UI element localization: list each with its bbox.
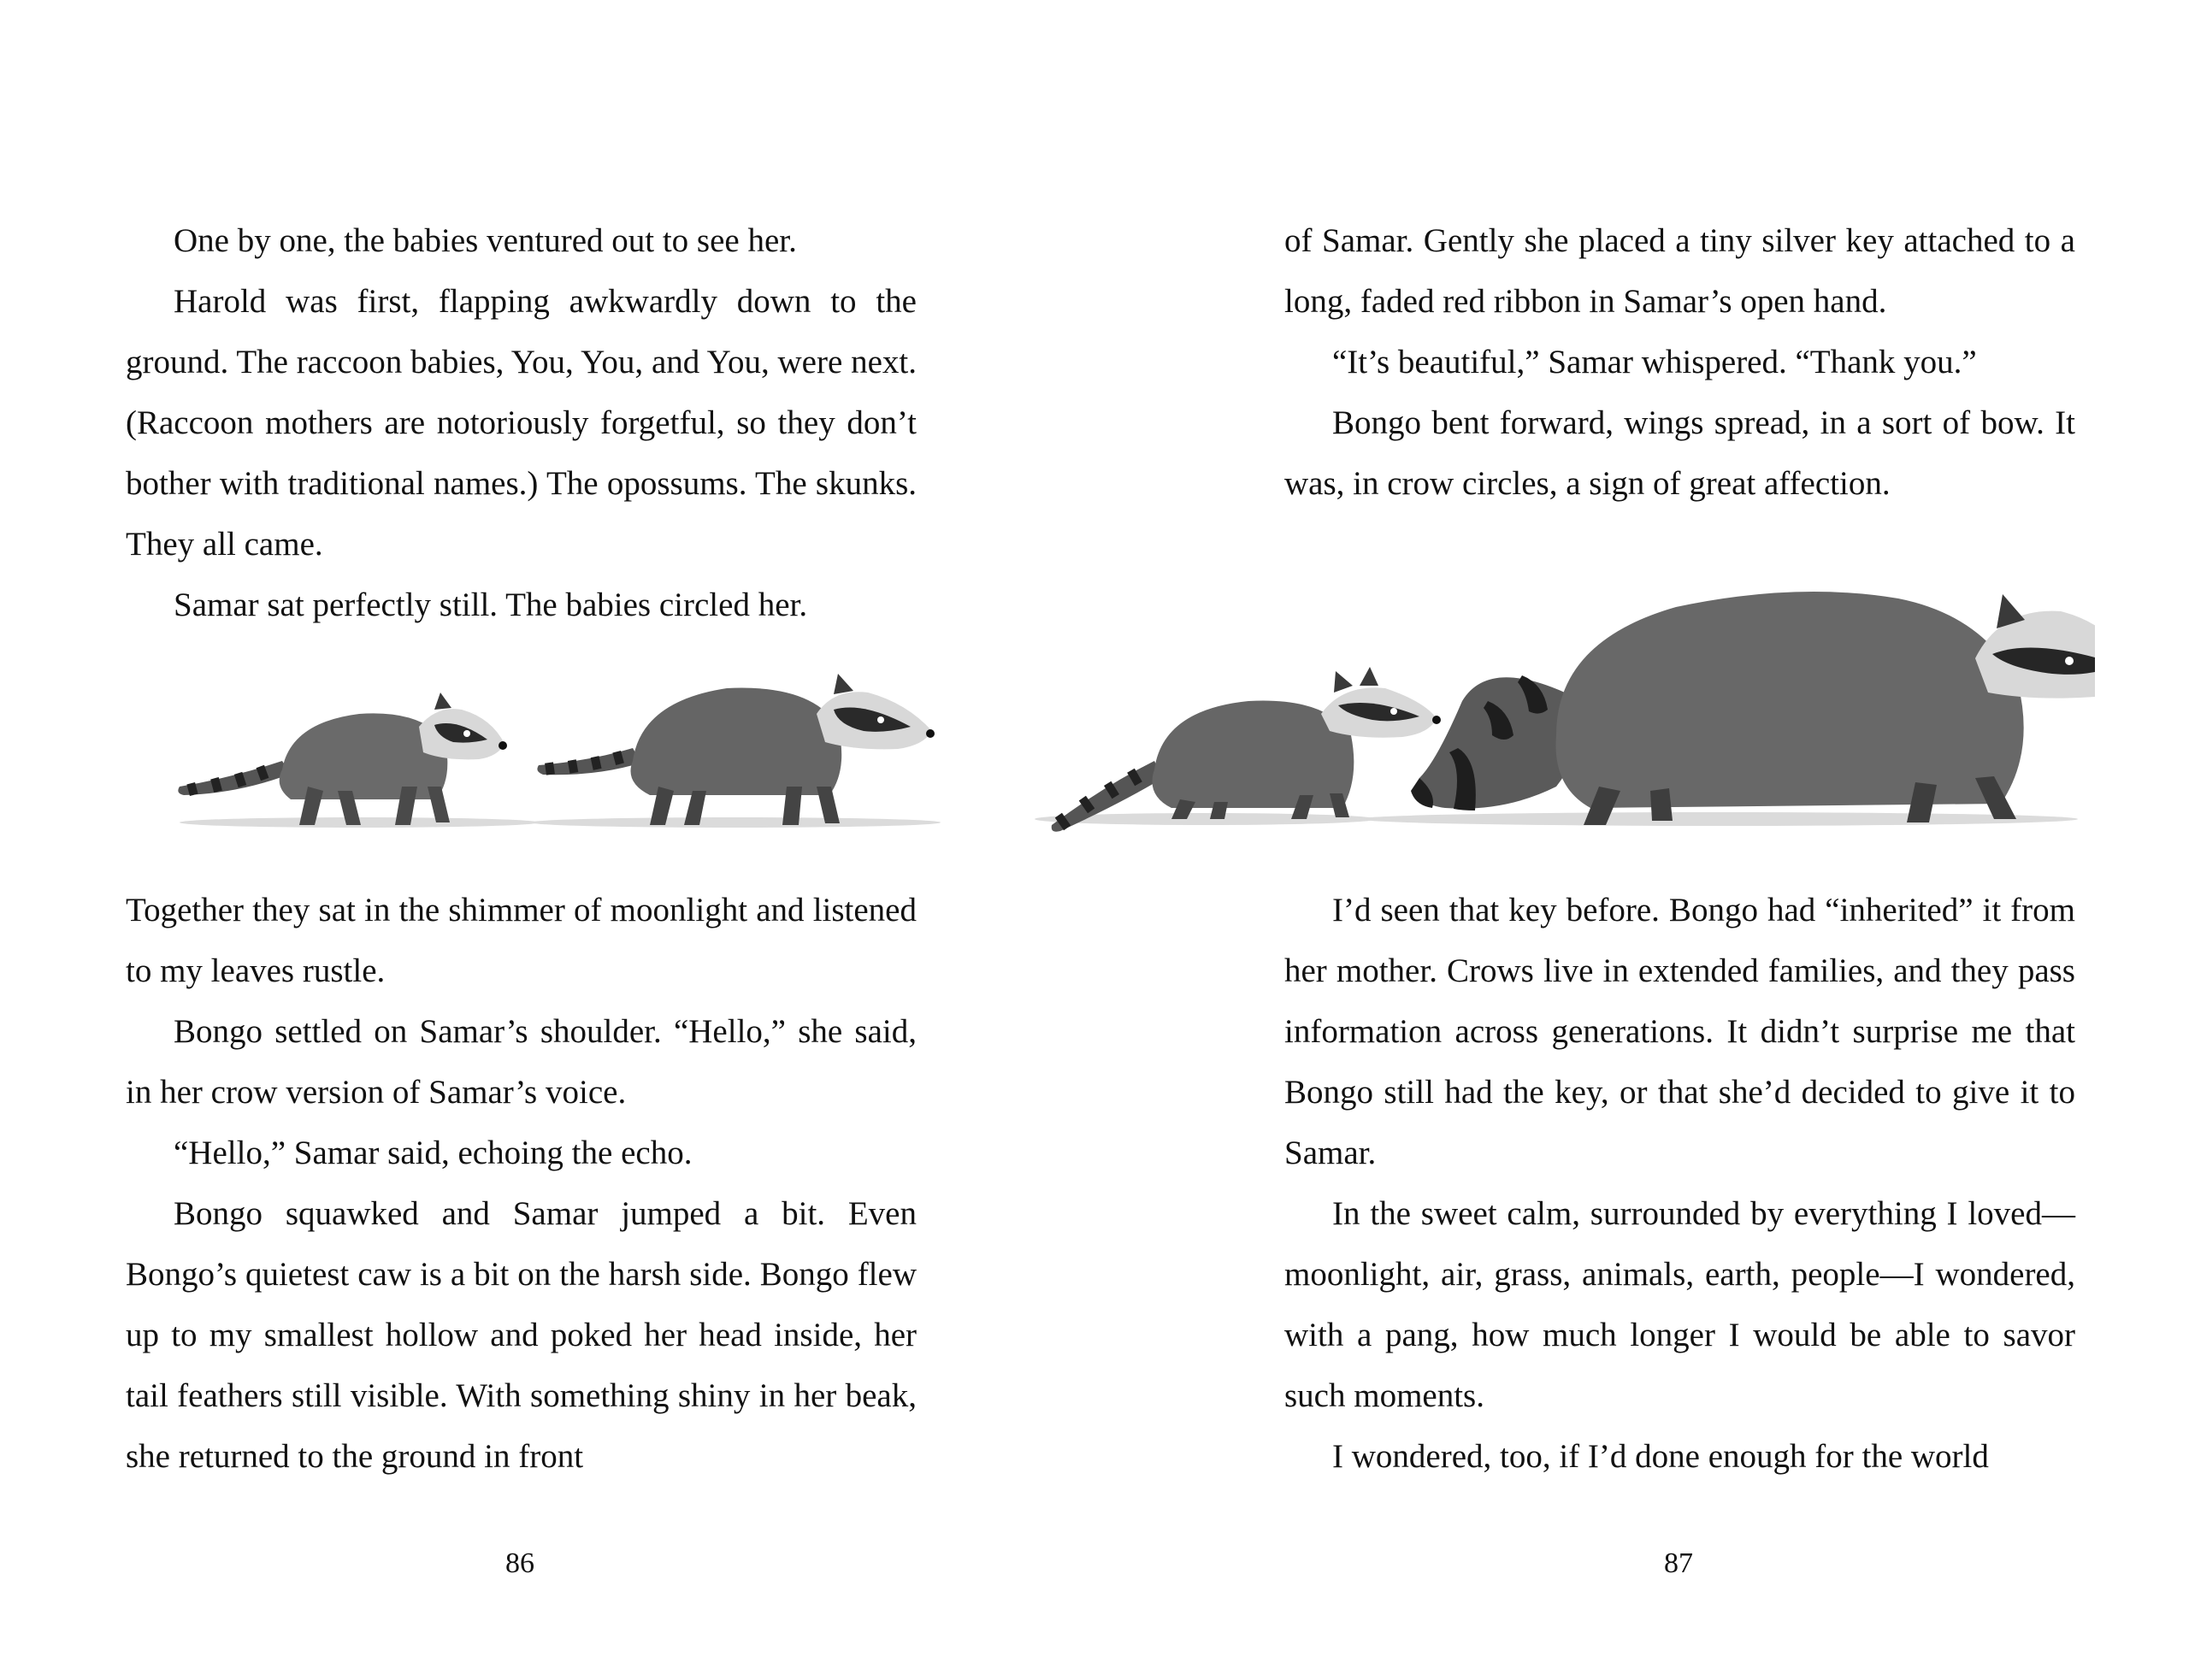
paragraph: Samar sat perfectly still. The babies circled her. (174, 587, 808, 623)
left-page (0, 0, 1094, 1680)
baby-raccoon-3 (1052, 667, 1441, 832)
page-number: 86 (505, 1547, 534, 1579)
paragraph: “Hello,” Samar said, echoing the echo. (174, 1135, 693, 1171)
baby-and-adult-raccoon-illustration (1018, 547, 2095, 855)
page-number: 87 (1664, 1547, 1693, 1579)
right-top-text (1284, 210, 2075, 514)
left-bottom-text (126, 880, 917, 1487)
paragraph: Bongo settled on Samar’s shoulder. “Hello,” she said, in her crow version of Samar’s voice. (126, 1013, 917, 1111)
paragraph: I’d seen that key before. Bongo had “inherited” it from her mother. Crows live in extended families, and they pass information across generations. It didn’t surprise me that Bongo still had the key, or that she’d decided to give it to Samar. (1284, 892, 2075, 1171)
paragraph: In the sweet calm, surrounded by everything I loved—moonlight, air, grass, animals, earth, people—I wondered, with a pang, how much longer I would be able to savor such moments. (1284, 1195, 2075, 1414)
baby-raccoon-1 (178, 693, 507, 825)
adult-raccoon (1411, 592, 2095, 825)
paragraph: I wondered, too, if I’d done enough for the world (1332, 1438, 1989, 1475)
paragraph: Bongo bent forward, wings spread, in a sort of bow. It was, in crow circles, a sign of great affection. (1284, 404, 2075, 502)
paragraph: One by one, the babies ventured out to see her. (174, 222, 797, 259)
paragraph: Together they sat in the shimmer of moonlight and listened to my leaves rustle. (126, 892, 917, 989)
paragraph: Bongo squawked and Samar jumped a bit. Even Bongo’s quietest caw is a bit on the harsh side. Bongo flew up to my smallest hollow and poked her head inside, her tail feathers still visible. With something shiny in her beak, she returned to the ground in front (126, 1195, 917, 1475)
paragraph: Harold was first, flapping awkwardly down to the ground. The raccoon babies, You, You, and You, were next. (Raccoon mothers are notoriously forgetful, so they don’t bother with traditional names.) The opossums. The skunks. They all came. (126, 283, 917, 563)
paragraph: “It’s beautiful,” Samar whispered. “Thank you.” (1332, 344, 1977, 380)
left-top-text (126, 210, 917, 635)
baby-raccoon-2 (537, 674, 935, 825)
right-bottom-text (1284, 880, 2075, 1487)
paragraph: of Samar. Gently she placed a tiny silver key attached to a long, faded red ribbon in Samar’s open hand. (1284, 222, 2075, 320)
two-baby-raccoons-illustration (154, 650, 958, 838)
